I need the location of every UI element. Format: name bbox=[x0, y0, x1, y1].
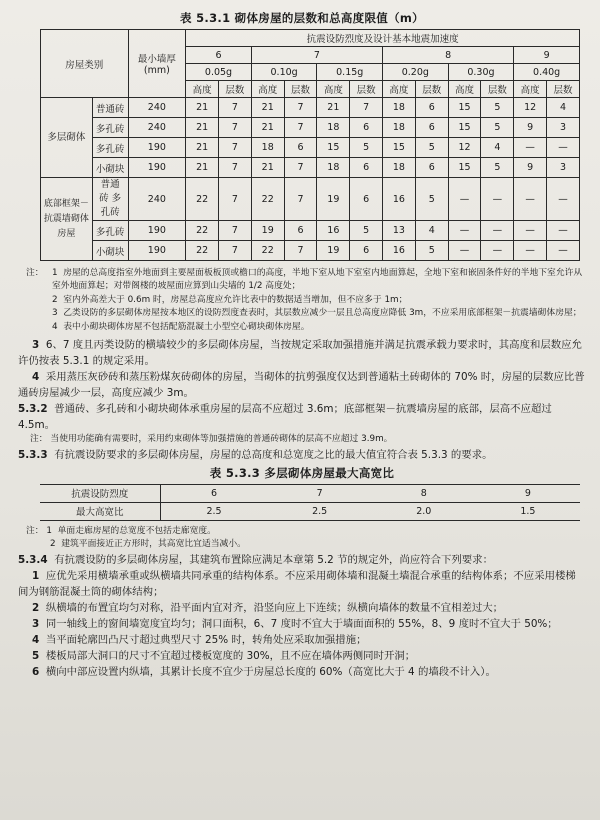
value-cell: 12 bbox=[514, 98, 547, 118]
value-cell: 5 bbox=[415, 241, 448, 261]
note-text: 当使用功能确有需要时，采用约束砌体等加强措施的普通砖砌体的层高不应超过 3.9m。 bbox=[50, 434, 393, 445]
note-text: 室内外高差大于 0.6m 时，房屋总高度应允许比表中的数据适当增加，但不应多于 1m； bbox=[63, 294, 408, 305]
value-cell: 19 bbox=[317, 241, 350, 261]
list-item bbox=[18, 632, 586, 648]
value-cell: 22 bbox=[186, 221, 219, 241]
value-cell: — bbox=[448, 178, 481, 221]
table2-title: 表 5.3.3 多层砌体房屋最大高宽比 bbox=[209, 465, 395, 480]
accel-cell: 0.40g bbox=[514, 64, 580, 81]
value-cell: 19 bbox=[317, 178, 350, 221]
value-cell: — bbox=[448, 241, 481, 261]
value-cell: 19 bbox=[251, 221, 284, 241]
item-number: 3 bbox=[32, 617, 40, 630]
note-number: 2 bbox=[52, 294, 58, 305]
item-text: 同一轴线上的窗间墙宽度宜均匀；洞口面积，6、7 度时不宜大于墙面面积的 55%，8、9 度时不宜大于 50%； bbox=[45, 617, 558, 630]
row-type: 小砌块 bbox=[92, 241, 128, 261]
note-number: 4 bbox=[52, 321, 58, 332]
value-cell: 21 bbox=[251, 98, 284, 118]
accel-cell: 0.30g bbox=[448, 64, 514, 81]
section-number: 5.3.4 bbox=[18, 553, 48, 566]
section-text: 有抗震设防的多层砌体房屋，其建筑布置除应满足本章第 5.2 节的规定外，尚应符合下列要求： bbox=[54, 553, 493, 566]
item-text: 应优先采用横墙承重或纵横墙共同承重的结构体系。不应采用砌体墙和混凝土墙混合承重的结构体系；不应采用楼梯间为钢筋混凝土筒的砌体结构； bbox=[18, 569, 576, 598]
value-cell: 5 bbox=[481, 98, 514, 118]
value-cell: 12 bbox=[448, 138, 481, 158]
floors-header: 层数 bbox=[547, 81, 580, 98]
value-cell: 4 bbox=[415, 221, 448, 241]
value-cell: 6 bbox=[284, 138, 317, 158]
value-cell: 15 bbox=[448, 158, 481, 178]
value-cell: 7 bbox=[284, 178, 317, 221]
item-number: 5 bbox=[32, 649, 40, 662]
value-cell: 15 bbox=[317, 138, 350, 158]
item-number: 6 bbox=[32, 665, 40, 678]
table-row bbox=[41, 138, 580, 158]
value-cell: 21 bbox=[186, 98, 219, 118]
section-5-3-3 bbox=[18, 447, 586, 463]
value-cell: — bbox=[514, 241, 547, 261]
list-item bbox=[18, 616, 586, 632]
accel-cell: 0.20g bbox=[383, 64, 449, 81]
height-header: 高度 bbox=[383, 81, 416, 98]
height-header: 高度 bbox=[514, 81, 547, 98]
value-cell: 4 bbox=[547, 98, 580, 118]
value-cell: 7 bbox=[219, 118, 252, 138]
note-number: 1 bbox=[52, 268, 58, 278]
value-cell: 18 bbox=[383, 118, 416, 138]
notes-label: 注： bbox=[26, 268, 44, 278]
header-intensity-group: 抗震设防烈度及设计基本地震加速度 bbox=[186, 30, 580, 47]
note-text: 房屋的总高度指室外地面到主要屋面板板顶或檐口的高度，半地下室从地下室室内地面算起，全地下室和嵌固条件好的半地下室允许从室外地面算起；对带阁楼的坡屋面应算到山尖墙的 1/2 高度处； bbox=[52, 268, 583, 292]
value-cell: 22 bbox=[186, 241, 219, 261]
table1-notes bbox=[26, 267, 586, 334]
value-cell: — bbox=[514, 221, 547, 241]
clause-3 bbox=[18, 337, 586, 369]
value-cell: 22 bbox=[251, 241, 284, 261]
value-cell: 7 bbox=[219, 221, 252, 241]
value-cell: 7 bbox=[284, 158, 317, 178]
header-wall-label: 最小墙厚 bbox=[137, 54, 176, 65]
value-cell: 18 bbox=[317, 158, 350, 178]
note-number: 3 bbox=[52, 308, 58, 319]
height-width-ratio-table bbox=[40, 484, 580, 521]
value-cell: 21 bbox=[317, 98, 350, 118]
row-wall: 190 bbox=[128, 158, 186, 178]
ratio-value: 2.5 bbox=[268, 502, 372, 520]
table-row bbox=[41, 221, 580, 241]
group-masonry: 多层砌体 bbox=[41, 98, 93, 178]
ratio-intensity: 6 bbox=[160, 484, 268, 502]
item-text: 楼板局部大洞口的尺寸不宜超过楼板宽度的 30%，且不应在墙体两侧同时开洞； bbox=[45, 649, 416, 662]
note-5-3-2 bbox=[30, 433, 586, 447]
value-cell: 5 bbox=[415, 138, 448, 158]
height-header: 高度 bbox=[448, 81, 481, 98]
accel-cell: 0.10g bbox=[251, 64, 317, 81]
value-cell: 7 bbox=[350, 98, 383, 118]
value-cell: 5 bbox=[350, 138, 383, 158]
item-text: 横向中部应设置内纵墙，其累计长度不宜少于房屋总长度的 60%（高宽比大于 4 的墙段不计入）。 bbox=[45, 665, 496, 678]
value-cell: 5 bbox=[350, 221, 383, 241]
clause-4 bbox=[18, 369, 586, 401]
section-number: 5.3.3 bbox=[18, 448, 48, 461]
height-header: 高度 bbox=[186, 81, 219, 98]
row-type: 多孔砖 bbox=[92, 221, 128, 241]
value-cell: 16 bbox=[383, 178, 416, 221]
value-cell: 18 bbox=[317, 118, 350, 138]
header-wall-thickness bbox=[128, 30, 186, 98]
value-cell: 3 bbox=[547, 118, 580, 138]
note-text: 单面走廊房屋的总宽度不包括走廊宽度。 bbox=[57, 525, 216, 536]
value-cell: 18 bbox=[383, 98, 416, 118]
note-number: 2 bbox=[50, 539, 56, 550]
note-item bbox=[26, 321, 586, 334]
value-cell: 21 bbox=[186, 118, 219, 138]
clause-number: 4 bbox=[32, 371, 40, 384]
value-cell: — bbox=[481, 178, 514, 221]
list-item bbox=[18, 568, 586, 600]
intensity-8: 8 bbox=[383, 47, 514, 64]
value-cell: 7 bbox=[219, 158, 252, 178]
value-cell: 21 bbox=[251, 158, 284, 178]
list-item bbox=[18, 600, 586, 616]
table-row bbox=[41, 118, 580, 138]
value-cell: 16 bbox=[317, 221, 350, 241]
height-limit-table bbox=[40, 29, 580, 261]
value-cell: 7 bbox=[219, 241, 252, 261]
floors-header: 层数 bbox=[219, 81, 252, 98]
header-category: 房屋类别 bbox=[41, 30, 129, 98]
notes-label: 注： bbox=[30, 434, 48, 445]
item-number: 1 bbox=[32, 569, 40, 582]
value-cell: 6 bbox=[350, 118, 383, 138]
value-cell: 5 bbox=[481, 158, 514, 178]
value-cell: 5 bbox=[415, 178, 448, 221]
value-cell: — bbox=[481, 241, 514, 261]
floors-header: 层数 bbox=[481, 81, 514, 98]
value-cell: 5 bbox=[481, 118, 514, 138]
floors-header: 层数 bbox=[415, 81, 448, 98]
value-cell: 7 bbox=[284, 98, 317, 118]
ratio-row-label: 抗震设防烈度 bbox=[40, 484, 160, 502]
item-number: 4 bbox=[32, 633, 40, 646]
value-cell: 6 bbox=[350, 241, 383, 261]
notes-label: 注： bbox=[26, 525, 44, 536]
value-cell: 6 bbox=[415, 158, 448, 178]
table-row bbox=[41, 98, 580, 118]
value-cell: 15 bbox=[448, 118, 481, 138]
value-cell: 18 bbox=[383, 158, 416, 178]
note-item bbox=[52, 267, 586, 294]
intensity-6: 6 bbox=[186, 47, 252, 64]
value-cell: — bbox=[481, 221, 514, 241]
table2-notes bbox=[26, 525, 586, 552]
value-cell: 15 bbox=[448, 98, 481, 118]
clause-number: 3 bbox=[32, 339, 40, 352]
value-cell: 13 bbox=[383, 221, 416, 241]
value-cell: 9 bbox=[514, 118, 547, 138]
list-item bbox=[18, 664, 586, 680]
value-cell: 16 bbox=[383, 241, 416, 261]
value-cell: 7 bbox=[219, 178, 252, 221]
value-cell: 6 bbox=[415, 98, 448, 118]
value-cell: 6 bbox=[350, 158, 383, 178]
row-wall: 240 bbox=[128, 98, 186, 118]
row-wall: 190 bbox=[128, 221, 186, 241]
value-cell: — bbox=[547, 221, 580, 241]
value-cell: — bbox=[547, 178, 580, 221]
group-frame: 底部框架－抗震墙砌体房屋 bbox=[41, 178, 93, 261]
value-cell: 21 bbox=[251, 118, 284, 138]
table-row bbox=[41, 178, 580, 221]
value-cell: — bbox=[514, 138, 547, 158]
header-wall-unit: (mm) bbox=[143, 65, 170, 76]
section-text: 有抗震设防要求的多层砌体房屋，房屋的总高度和总宽度之比的最大值宜符合表 5.3.3 的要求。 bbox=[54, 448, 493, 461]
note-number: 1 bbox=[46, 525, 53, 536]
value-cell: — bbox=[547, 241, 580, 261]
row-type: 普通砖 多孔砖 bbox=[92, 178, 128, 221]
note-item bbox=[26, 307, 586, 320]
value-cell: 22 bbox=[186, 178, 219, 221]
ratio-value: 2.5 bbox=[160, 502, 268, 520]
note-text: 表中小砌块砌体房屋不包括配筋混凝土小型空心砌块砌体房屋。 bbox=[63, 321, 310, 332]
floors-header: 层数 bbox=[284, 81, 317, 98]
accel-cell: 0.05g bbox=[186, 64, 252, 81]
value-cell: 21 bbox=[186, 138, 219, 158]
item-number: 2 bbox=[32, 601, 40, 614]
section-5-3-2 bbox=[18, 401, 586, 433]
value-cell: 21 bbox=[186, 158, 219, 178]
ratio-intensity: 9 bbox=[476, 484, 580, 502]
value-cell: 4 bbox=[481, 138, 514, 158]
value-cell: 15 bbox=[383, 138, 416, 158]
ratio-intensity: 8 bbox=[372, 484, 476, 502]
section-number: 5.3.2 bbox=[18, 403, 48, 416]
value-cell: 22 bbox=[251, 178, 284, 221]
value-cell: — bbox=[448, 221, 481, 241]
row-wall: 190 bbox=[128, 241, 186, 261]
value-cell: 9 bbox=[514, 158, 547, 178]
list-item bbox=[18, 648, 586, 664]
section-5-3-4 bbox=[18, 552, 586, 568]
note-item bbox=[26, 294, 586, 307]
note-text: 乙类设防的多层砌体房屋按本地区的设防烈度查表时，其层数应减少一层且总高度应降低 3m，不应采用底部框架－抗震墙砌体房屋； bbox=[63, 308, 582, 319]
row-type: 多孔砖 bbox=[92, 118, 128, 138]
ratio-intensity: 7 bbox=[268, 484, 372, 502]
value-cell: — bbox=[547, 138, 580, 158]
table-row bbox=[41, 241, 580, 261]
note-text: 建筑平面接近正方形时，其高宽比宜适当减小。 bbox=[61, 539, 246, 550]
value-cell: 6 bbox=[350, 178, 383, 221]
row-wall: 240 bbox=[128, 118, 186, 138]
value-cell: 7 bbox=[284, 241, 317, 261]
value-cell: — bbox=[514, 178, 547, 221]
table1-title: 表 5.3.1 砌体房屋的层数和总高度限值（m） bbox=[180, 11, 424, 25]
intensity-7: 7 bbox=[251, 47, 382, 64]
ratio-value: 1.5 bbox=[476, 502, 580, 520]
item-text: 纵横墙的布置宜均匀对称，沿平面内宜对齐，沿竖向应上下连续；纵横向墙体的数量不宜相差过大； bbox=[45, 601, 504, 614]
intensity-9: 9 bbox=[514, 47, 580, 64]
value-cell: 18 bbox=[251, 138, 284, 158]
ratio-value: 2.0 bbox=[372, 502, 476, 520]
row-wall: 190 bbox=[128, 138, 186, 158]
value-cell: 6 bbox=[415, 118, 448, 138]
row-type: 多孔砖 bbox=[92, 138, 128, 158]
height-header: 高度 bbox=[317, 81, 350, 98]
section-text: 普通砖、多孔砖和小砌块砌体承重房屋的层高不应超过 3.6m；底部框架－抗震墙房屋的底部，层高不应超过 4.5m。 bbox=[18, 403, 552, 432]
row-type: 普通砖 bbox=[92, 98, 128, 118]
item-text: 当平面轮廓凹凸尺寸超过典型尺寸 25% 时，转角处应采取加强措施； bbox=[45, 633, 367, 646]
height-header: 高度 bbox=[251, 81, 284, 98]
value-cell: 7 bbox=[219, 138, 252, 158]
value-cell: 6 bbox=[284, 221, 317, 241]
accel-cell: 0.15g bbox=[317, 64, 383, 81]
clause-text: 6、7 度且丙类设防的横墙较少的多层砌体房屋，当按规定采取加强措施并满足抗震承载力要求时，其高度和层数应允许仍按表 5.3.1 的规定采用。 bbox=[18, 339, 582, 368]
value-cell: 3 bbox=[547, 158, 580, 178]
value-cell: 7 bbox=[284, 118, 317, 138]
row-type: 小砌块 bbox=[92, 158, 128, 178]
row-wall: 240 bbox=[128, 178, 186, 221]
clause-text: 采用蒸压灰砂砖和蒸压粉煤灰砖砌体的房屋，当砌体的抗剪强度仅达到普通粘土砖砌体的 70% 时，房屋的层数应比普通砖房屋减少一层，高度应减少 3m。 bbox=[18, 371, 585, 400]
value-cell: 7 bbox=[219, 98, 252, 118]
floors-header: 层数 bbox=[350, 81, 383, 98]
ratio-row-label: 最大高宽比 bbox=[40, 502, 160, 520]
table-row bbox=[41, 158, 580, 178]
